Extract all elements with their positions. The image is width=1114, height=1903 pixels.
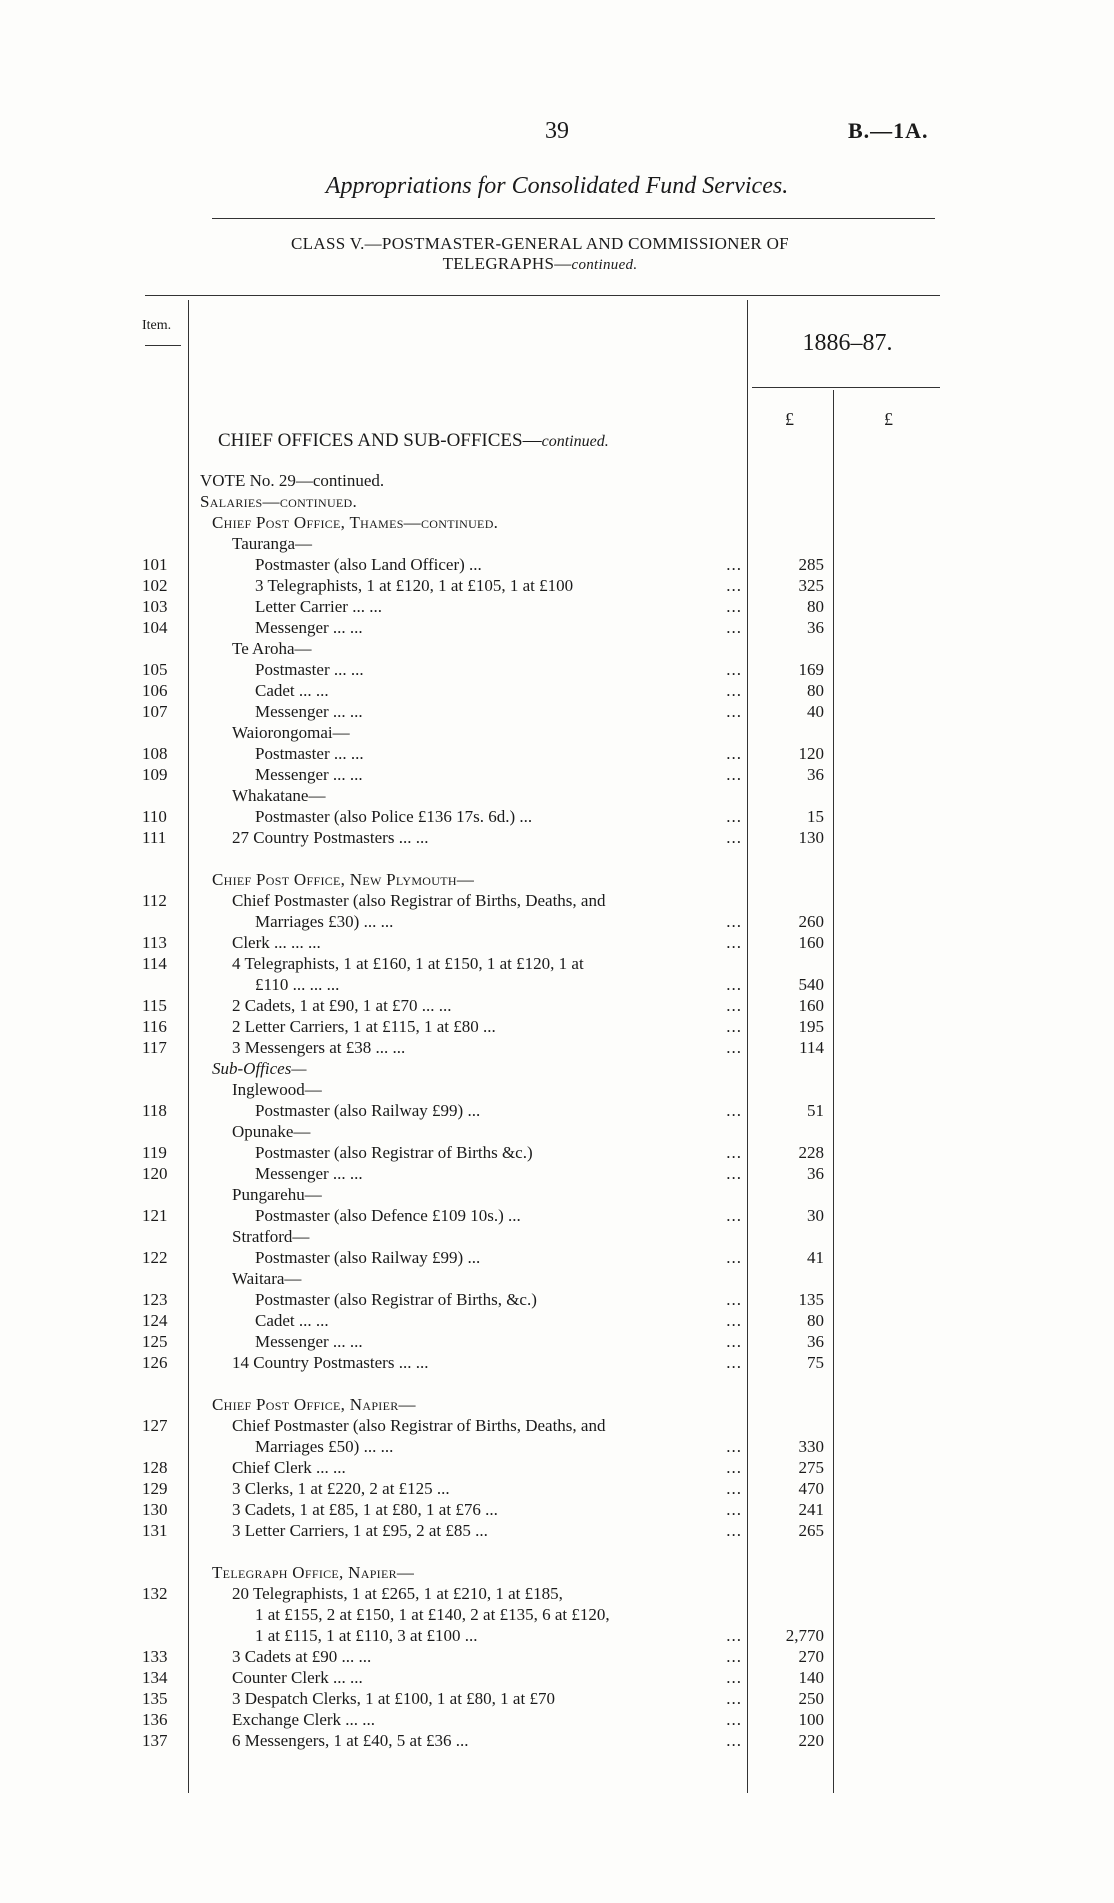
item-header-underline <box>145 345 181 346</box>
item-number: 137 <box>142 1731 168 1750</box>
item-description: Counter Clerk ... ... <box>232 1668 363 1687</box>
item-description: Postmaster (also Land Officer) ... <box>255 555 482 574</box>
table-row <box>0 1289 1114 1310</box>
item-number: 103 <box>142 597 168 616</box>
table-row <box>0 806 1114 827</box>
amount: 285 <box>798 555 824 574</box>
item-description: Chief Post Office, Thames—continued. <box>212 513 499 532</box>
item-description: 27 Country Postmasters ... ... <box>232 828 429 847</box>
item-number: 122 <box>142 1248 168 1267</box>
item-number: 101 <box>142 555 168 574</box>
table-row <box>0 1037 1114 1058</box>
section-heading-text: CHIEF OFFICES AND SUB-OFFICES— <box>218 430 542 451</box>
item-description: Te Aroha— <box>232 639 312 658</box>
amount: 135 <box>798 1290 824 1309</box>
table-row <box>0 1058 1114 1079</box>
amount: 265 <box>798 1521 824 1540</box>
table-row <box>0 575 1114 596</box>
item-number: 107 <box>142 702 168 721</box>
amount: 540 <box>798 975 824 994</box>
table-row <box>0 1247 1114 1268</box>
item-number: 123 <box>142 1290 168 1309</box>
item-description: Cadet ... ... <box>255 1311 329 1330</box>
item-number: 132 <box>142 1584 168 1603</box>
item-description: Messenger ... ... <box>255 765 363 784</box>
table-row <box>0 512 1114 533</box>
class-title-line2 <box>170 254 910 275</box>
amount: 36 <box>807 618 824 637</box>
amount: 2,770 <box>785 1626 824 1645</box>
amount: 114 <box>799 1038 824 1057</box>
table-row <box>0 701 1114 722</box>
table-row <box>0 1184 1114 1205</box>
item-description: Cadet ... ... <box>255 681 329 700</box>
leader-dots: ... <box>726 1710 742 1729</box>
leader-dots: ... <box>726 1500 742 1519</box>
leader-dots: ... <box>726 1248 742 1267</box>
amount: 220 <box>798 1731 824 1750</box>
item-description: 3 Clerks, 1 at £220, 2 at £125 ... <box>232 1479 450 1498</box>
class-title <box>170 234 910 275</box>
table-row <box>0 995 1114 1016</box>
item-description: Chief Postmaster (also Registrar of Births, Deaths, and <box>232 1416 606 1435</box>
item-number: 131 <box>142 1521 168 1540</box>
table-row <box>0 596 1114 617</box>
table-row <box>0 1415 1114 1436</box>
leader-dots: ... <box>726 1479 742 1498</box>
item-description: 3 Despatch Clerks, 1 at £100, 1 at £80, 1 at £70 <box>232 1689 555 1708</box>
item-number: 125 <box>142 1332 168 1351</box>
item-number: 115 <box>142 996 167 1015</box>
amount: 15 <box>807 807 824 826</box>
leader-dots: ... <box>726 1038 742 1057</box>
item-number: 106 <box>142 681 168 700</box>
item-description: Waitara— <box>232 1269 302 1288</box>
amount: 75 <box>807 1353 824 1372</box>
table-row <box>0 659 1114 680</box>
header-rule <box>145 295 940 296</box>
amount: 80 <box>807 597 824 616</box>
item-description: 3 Cadets, 1 at £85, 1 at £80, 1 at £76 ... <box>232 1500 498 1519</box>
top-rule <box>212 218 935 219</box>
item-number: 126 <box>142 1353 168 1372</box>
item-description: Chief Postmaster (also Registrar of Births, Deaths, and <box>232 891 606 910</box>
page-number: 39 <box>545 118 569 144</box>
item-number: 130 <box>142 1500 168 1519</box>
amount: 120 <box>798 744 824 763</box>
item-description: Chief Clerk ... ... <box>232 1458 346 1477</box>
table-row <box>0 470 1114 491</box>
table-row <box>0 974 1114 995</box>
table-row <box>0 1163 1114 1184</box>
item-description: Exchange Clerk ... ... <box>232 1710 376 1729</box>
amount: 140 <box>798 1668 824 1687</box>
leader-dots: ... <box>726 933 742 952</box>
amount: 260 <box>798 912 824 931</box>
amount: 36 <box>807 765 824 784</box>
amount: 30 <box>807 1206 824 1225</box>
table-row <box>0 1688 1114 1709</box>
table-row <box>0 1142 1114 1163</box>
leader-dots: ... <box>726 555 742 574</box>
table-row <box>0 1079 1114 1100</box>
leader-dots: ... <box>726 975 742 994</box>
table-row <box>0 491 1114 512</box>
table-row <box>0 785 1114 806</box>
item-description: Postmaster (also Railway £99) ... <box>255 1101 481 1120</box>
table-row <box>0 1730 1114 1751</box>
leader-dots: ... <box>726 597 742 616</box>
amount: 275 <box>798 1458 824 1477</box>
item-description: Chief Post Office, New Plymouth— <box>212 870 475 889</box>
amount: 169 <box>798 660 824 679</box>
item-description: Inglewood— <box>232 1080 322 1099</box>
amount: 40 <box>807 702 824 721</box>
leader-dots: ... <box>726 618 742 637</box>
leader-dots: ... <box>726 1668 742 1687</box>
section-heading <box>218 430 609 452</box>
item-description: 2 Cadets, 1 at £90, 1 at £70 ... ... <box>232 996 452 1015</box>
table-row <box>0 1268 1114 1289</box>
item-number: 118 <box>142 1101 167 1120</box>
item-description: Postmaster (also Railway £99) ... <box>255 1248 481 1267</box>
item-description: Messenger ... ... <box>255 618 363 637</box>
item-description: Postmaster (also Police £136 17s. 6d.) ... <box>255 807 533 826</box>
leader-dots: ... <box>726 1206 742 1225</box>
table-row <box>0 890 1114 911</box>
table-row <box>0 743 1114 764</box>
amount: 51 <box>807 1101 824 1120</box>
item-number: 109 <box>142 765 168 784</box>
item-description: Whakatane— <box>232 786 326 805</box>
class-title-continued: continued. <box>571 257 638 273</box>
item-description: Postmaster ... ... <box>255 660 364 679</box>
table-row <box>0 869 1114 890</box>
table-row <box>0 953 1114 974</box>
item-description: 3 Letter Carriers, 1 at £95, 2 at £85 ... <box>232 1521 488 1540</box>
item-description: Waiorongomai— <box>232 723 350 742</box>
item-number: 113 <box>142 933 167 952</box>
item-number: 102 <box>142 576 168 595</box>
item-description: Marriages £50) ... ... <box>255 1437 394 1456</box>
leader-dots: ... <box>726 1311 742 1330</box>
table-row <box>0 932 1114 953</box>
table-row <box>0 911 1114 932</box>
amount: 470 <box>798 1479 824 1498</box>
leader-dots: ... <box>726 1164 742 1183</box>
item-number: 134 <box>142 1668 168 1687</box>
item-description: 1 at £155, 2 at £150, 1 at £140, 2 at £135, 6 at £120, <box>255 1605 610 1624</box>
table-row <box>0 1121 1114 1142</box>
item-number: 136 <box>142 1710 168 1729</box>
item-description: Sub-Offices— <box>212 1059 307 1078</box>
item-number: 135 <box>142 1689 168 1708</box>
amount: 100 <box>798 1710 824 1729</box>
table-row <box>0 1016 1114 1037</box>
leader-dots: ... <box>726 744 742 763</box>
table-row <box>0 1541 1114 1562</box>
amount: 36 <box>807 1164 824 1183</box>
currency-header-2: £ <box>884 409 893 429</box>
table-row <box>0 1709 1114 1730</box>
leader-dots: ... <box>726 1353 742 1372</box>
leader-dots: ... <box>726 1521 742 1540</box>
item-number: 129 <box>142 1479 168 1498</box>
item-description: Stratford— <box>232 1227 310 1246</box>
leader-dots: ... <box>726 702 742 721</box>
leader-dots: ... <box>726 1101 742 1120</box>
amount: 250 <box>798 1689 824 1708</box>
item-description: Tauranga— <box>232 534 312 553</box>
table-row <box>0 680 1114 701</box>
table-row <box>0 1331 1114 1352</box>
item-description: Marriages £30) ... ... <box>255 912 394 931</box>
leader-dots: ... <box>726 828 742 847</box>
leader-dots: ... <box>726 1017 742 1036</box>
item-number: 105 <box>142 660 168 679</box>
leader-dots: ... <box>726 1143 742 1162</box>
year-rule <box>752 387 940 388</box>
table-row <box>0 533 1114 554</box>
item-description: Pungarehu— <box>232 1185 322 1204</box>
item-description: Opunake— <box>232 1122 311 1141</box>
item-description: Messenger ... ... <box>255 1332 363 1351</box>
item-description: 3 Telegraphists, 1 at £120, 1 at £105, 1 at £100 <box>255 576 574 595</box>
leader-dots: ... <box>726 912 742 931</box>
item-description: Salaries—continued. <box>200 492 358 511</box>
leader-dots: ... <box>726 1647 742 1666</box>
amount: 80 <box>807 1311 824 1330</box>
leader-dots: ... <box>726 1689 742 1708</box>
leader-dots: ... <box>726 765 742 784</box>
table-row <box>0 617 1114 638</box>
item-number: 108 <box>142 744 168 763</box>
table-row <box>0 764 1114 785</box>
table-row <box>0 848 1114 869</box>
item-description: Messenger ... ... <box>255 702 363 721</box>
item-number: 104 <box>142 618 168 637</box>
item-description: 6 Messengers, 1 at £40, 5 at £36 ... <box>232 1731 469 1750</box>
amount: 270 <box>798 1647 824 1666</box>
table-row <box>0 1205 1114 1226</box>
item-description: 2 Letter Carriers, 1 at £115, 1 at £80 ... <box>232 1017 496 1036</box>
item-description: 14 Country Postmasters ... ... <box>232 1353 429 1372</box>
year-header: 1886–87. <box>802 330 893 356</box>
table-row <box>0 1583 1114 1604</box>
item-number: 124 <box>142 1311 168 1330</box>
amount: 228 <box>798 1143 824 1162</box>
item-column-header: Item. <box>142 318 172 333</box>
table-row <box>0 1625 1114 1646</box>
amount: 160 <box>798 996 824 1015</box>
leader-dots: ... <box>726 807 742 826</box>
leader-dots: ... <box>726 1458 742 1477</box>
table-row <box>0 1562 1114 1583</box>
table-row <box>0 1394 1114 1415</box>
table-row <box>0 1478 1114 1499</box>
amount: 330 <box>798 1437 824 1456</box>
item-number: 112 <box>142 891 167 910</box>
amount: 241 <box>798 1500 824 1519</box>
leader-dots: ... <box>726 681 742 700</box>
item-number: 127 <box>142 1416 168 1435</box>
section-heading-continued: continued. <box>541 433 609 450</box>
item-number: 110 <box>142 807 167 826</box>
item-description: 20 Telegraphists, 1 at £265, 1 at £210, 1 at £185, <box>232 1584 563 1603</box>
table-row <box>0 1373 1114 1394</box>
item-number: 111 <box>142 828 167 847</box>
leader-dots: ... <box>726 1437 742 1456</box>
item-number: 116 <box>142 1017 167 1036</box>
table-row <box>0 1100 1114 1121</box>
leader-dots: ... <box>726 576 742 595</box>
appropriations-table <box>0 470 1114 1751</box>
item-description: Postmaster ... ... <box>255 744 364 763</box>
item-description: 1 at £115, 1 at £110, 3 at £100 ... <box>255 1626 478 1645</box>
item-number: 114 <box>142 954 167 973</box>
table-row <box>0 827 1114 848</box>
amount: 36 <box>807 1332 824 1351</box>
leader-dots: ... <box>726 1626 742 1645</box>
table-row <box>0 1520 1114 1541</box>
leader-dots: ... <box>726 996 742 1015</box>
table-row <box>0 554 1114 575</box>
table-row <box>0 1436 1114 1457</box>
leader-dots: ... <box>726 1332 742 1351</box>
table-row <box>0 1352 1114 1373</box>
leader-dots: ... <box>726 1290 742 1309</box>
table-row <box>0 1499 1114 1520</box>
item-number: 119 <box>142 1143 167 1162</box>
table-row <box>0 1310 1114 1331</box>
item-description: 3 Cadets at £90 ... ... <box>232 1647 372 1666</box>
item-description: Postmaster (also Defence £109 10s.) ... <box>255 1206 521 1225</box>
class-title-line2-text: TELEGRAPHS— <box>442 254 572 273</box>
item-number: 128 <box>142 1458 168 1477</box>
leader-dots: ... <box>726 1731 742 1750</box>
table-row <box>0 638 1114 659</box>
item-description: 3 Messengers at £38 ... ... <box>232 1038 406 1057</box>
amount: 325 <box>798 576 824 595</box>
class-title-line1: CLASS V.—POSTMASTER-GENERAL AND COMMISSIONER OF <box>291 234 789 253</box>
table-row <box>0 1646 1114 1667</box>
table-row <box>0 1604 1114 1625</box>
item-number: 117 <box>142 1038 167 1057</box>
amount: 160 <box>798 933 824 952</box>
item-description: 4 Telegraphists, 1 at £160, 1 at £150, 1 at £120, 1 at <box>232 954 584 973</box>
item-number: 120 <box>142 1164 168 1183</box>
document-reference: B.—1A. <box>848 118 929 143</box>
table-row <box>0 1667 1114 1688</box>
item-description: Messenger ... ... <box>255 1164 363 1183</box>
item-number: 133 <box>142 1647 168 1666</box>
item-description: Chief Post Office, Napier— <box>212 1395 416 1414</box>
item-description: Letter Carrier ... ... <box>255 597 382 616</box>
item-description: Postmaster (also Registrar of Births &c.) <box>255 1143 533 1162</box>
leader-dots: ... <box>726 660 742 679</box>
amount: 80 <box>807 681 824 700</box>
item-description: Telegraph Office, Napier— <box>212 1563 415 1582</box>
item-description: Postmaster (also Registrar of Births, &c.) <box>255 1290 537 1309</box>
table-row <box>0 1457 1114 1478</box>
table-row <box>0 1226 1114 1247</box>
item-number: 121 <box>142 1206 168 1225</box>
currency-header-1: £ <box>785 409 794 429</box>
item-description: £110 ... ... ... <box>255 975 340 994</box>
amount: 130 <box>798 828 824 847</box>
item-description: VOTE No. 29—continued. <box>200 471 385 490</box>
table-row <box>0 722 1114 743</box>
item-description: Clerk ... ... ... <box>232 933 321 952</box>
page-title: Appropriations for Consolidated Fund Services. <box>325 173 789 199</box>
amount: 195 <box>798 1017 824 1036</box>
amount: 41 <box>807 1248 824 1267</box>
